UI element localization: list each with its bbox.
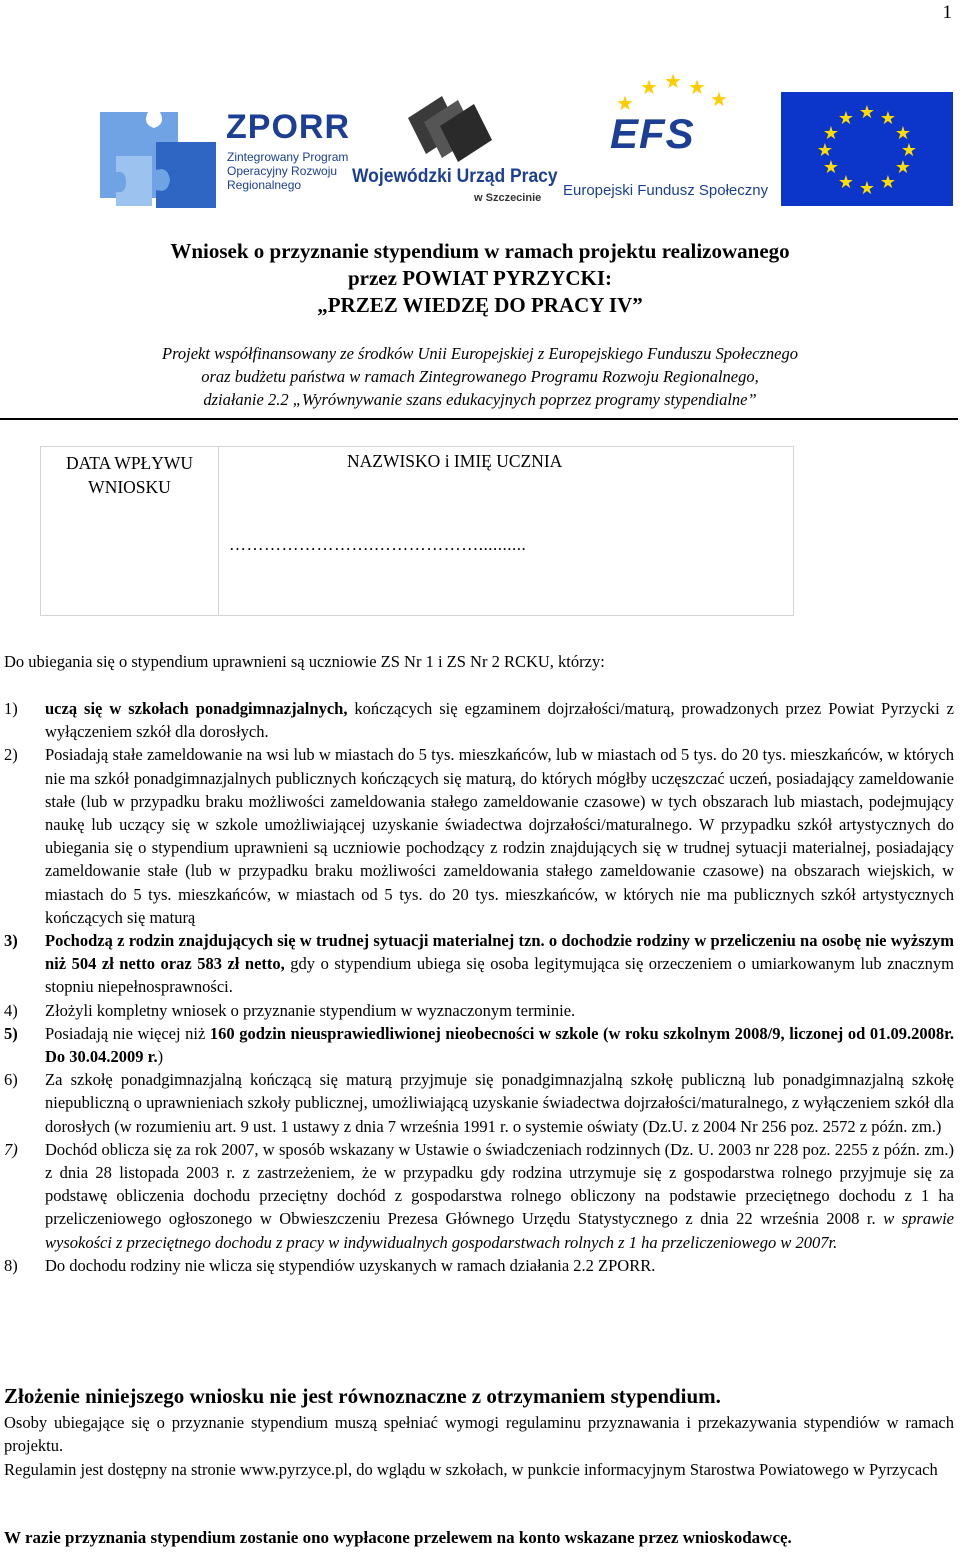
svg-text:★: ★: [664, 71, 682, 93]
svg-text:★: ★: [894, 123, 912, 143]
subtitle-line: oraz budżetu państwa w ramach Zintegrowanego Programu Rozwoju Regionalnego,: [201, 367, 759, 386]
form-divider: [218, 447, 219, 615]
regulations-paragraph: Regulamin jest dostępny na stronie www.pyrzyce.pl, do wglądu w szkołach, w punkcie informacyjnym Starostwa Powiatowego w Pyrzycach: [4, 1460, 938, 1479]
list-item: [4, 743, 954, 929]
list-item: [4, 1068, 954, 1138]
svg-text:★: ★: [640, 77, 658, 99]
notice-heading: Złożenie niniejszego wniosku nie jest równoznaczne z otrzymaniem stypendium.: [4, 1384, 721, 1408]
list-item: [4, 929, 954, 999]
item-number: 5): [4, 1023, 18, 1043]
subtitle-line: działanie 2.2 „Wyrównywanie szans edukacyjnych poprzez programy stypendialne”: [203, 390, 757, 409]
zporr-title: ZPORR: [226, 108, 350, 146]
svg-text:★: ★: [822, 123, 840, 143]
efs-subtitle: Europejski Fundusz Społeczny: [563, 182, 769, 199]
item-text-tail: ): [157, 1047, 164, 1067]
item-text: Złożyli kompletny wniosek o przyznanie stypendium w wyznaczonym terminie.: [45, 1000, 576, 1020]
criteria-list: [4, 697, 954, 1277]
item-number: 3): [4, 931, 18, 951]
student-name-field[interactable]: …………………….………………..........: [229, 535, 527, 554]
logo-header: [0, 52, 960, 212]
item-number: 8): [4, 1255, 18, 1275]
document-subtitle: [0, 342, 960, 411]
zporr-logo: [96, 102, 351, 212]
eu-flag-icon: [781, 92, 953, 206]
puzzle-icon: [96, 102, 221, 212]
item-number: 4): [4, 1000, 18, 1020]
header-divider: [0, 418, 958, 420]
item-number: 2): [4, 745, 18, 765]
subtitle-line: Projekt współfinansowany ze środków Unii Europejskiej z Europejskiego Funduszu Społecznego: [162, 344, 798, 363]
efs-logo: [560, 70, 775, 210]
wup-title: Wojewódzki Urząd Pracy: [352, 166, 558, 187]
payment-note: W razie przyznania stypendium zostanie ono wypłacone przelewem na konto wskazane przez wnioskodawcę.: [4, 1528, 792, 1547]
item-bold-text: 160 godzin nieusprawiedliwionej nieobecności w szkole (w roku szkolnym 2008/9, liczonej od 01.09.2008r. Do 30.04.2009 r.: [45, 1023, 955, 1067]
svg-text:★: ★: [710, 89, 728, 111]
item-text: Dochód oblicza się za rok 2007, w sposób wskazany w Ustawie o świadczeniach rodzinnych (Dz. U. 2003 nr 228 poz. 2255 z późn. zm.) z dnia 28 listopada 2003 r. z zastrzeżeniem, że w przypadku gdy rodzina utrzymuje się z gospodarstwa rolnego przyjmuje się za podstawę obliczenia dochodu przeciętny dochód z gospodarstwa rolnego obliczony na podstawie przeciętnego dochodu z 1 ha przeliczeniowego ogłoszonego w Obwieszczeniu Prezesa Głównego Urzędu Statystycznego z dnia 22 września 2008 r.: [45, 1139, 954, 1229]
svg-text:★: ★: [616, 93, 634, 115]
date-received-label: DATA WPŁYWU WNIOSKU: [65, 453, 194, 497]
eligibility-intro: Do ubiegania się o stypendium uprawnieni są uczniowie ZS Nr 1 i ZS Nr 2 RCKU, którzy:: [4, 652, 605, 671]
title-line: Wniosek o przyznanie stypendium w ramach projektu realizowanego: [170, 239, 790, 263]
svg-text:★: ★: [879, 172, 897, 192]
svg-text:★: ★: [879, 108, 897, 128]
item-bold-text: Pochodzą z rodzin znajdujących się w trudnej sytuacji materialnej tzn. o dochodzie rodziny w przeliczeniu na osobę nie wyższym niż 504 zł netto oraz 583 zł netto,: [45, 931, 954, 974]
svg-text:★: ★: [816, 140, 834, 160]
svg-text:★: ★: [837, 108, 855, 128]
item-text: Posiadają stałe zameldowanie na wsi lub w miastach do 5 tys. mieszkańców, lub w miastach od 5 tys. do 20 tys. mieszkańców, w których nie ma szkół ponadgimnazjalnych publicznych kończących się maturą, do których mógłby uczęszczać uczeń, posiadający zameldowanie stałe (lub w przypadku braku możliwości zameldowania stałego zameldowanie czasowe) w tych obszarach lub miastach, podejmujący naukę lub uczący się w szkole umożliwiającej uzyskanie świadectwa dojrzałości/maturalnego. W przypadku szkół artystycznych do ubiegania się o stypendium uprawnieni są uczniowie pochodzący z rodzin znajdujących się w trudnej sytuacji materialnej, posiadający zameldowanie stałe (lub w przypadku braku możliwości zameldowania stałego zameldowanie czasowe) na obszarach wiejskich, w miastach do 5 tys. mieszkańców, w miastach od 5 tys. do 20 tys. mieszkańców, w których nie ma publicznych szkół artystycznych kończących się maturą: [45, 745, 954, 927]
list-item: [4, 1138, 954, 1254]
item-number: 1): [4, 699, 18, 718]
item-bold-text: uczą się w szkołach ponadgimnazjalnych,: [45, 699, 348, 718]
title-line: „PRZEZ WIEDZĘ DO PRACY IV”: [317, 293, 643, 317]
svg-text:★: ★: [858, 102, 876, 122]
wup-logo: [352, 92, 558, 212]
svg-text:★: ★: [837, 172, 855, 192]
item-number: 6): [4, 1070, 18, 1090]
title-line: przez POWIAT PYRZYCKI:: [347, 266, 613, 290]
zporr-subtitle: Zintegrowany Program Operacyjny Rozwoju Regionalnego: [227, 150, 349, 192]
student-name-label: NAZWISKO i IMIĘ UCZNIA: [347, 451, 563, 471]
item-text: Posiadają nie więcej niż: [45, 1023, 210, 1043]
item-italic-text: w sprawie wysokości z przeciętnego dochodu z pracy w indywidualnych gospodarstwach rolnych z 1 ha przeliczeniowego w 2007r.: [45, 1209, 954, 1252]
item-text: kończących się egzaminem dojrzałości/maturą, prowadzonych przez Powiat Pyrzycki z wyłączeniem szkół dla dorosłych.: [45, 699, 955, 742]
item-text: gdy o stypendium ubiega się osoba legitymująca się orzeczeniem o umiarkowanym lub znacznym stopniu niepełnosprawności.: [45, 954, 954, 997]
form-box: [40, 446, 794, 616]
item-text: Za szkołę ponadgimnazjalną kończącą się maturą przyjmuje się ponadgimnazjalną szkołę publiczną lub ponadgimnazjalną szkołę niepubliczną o uprawnieniach szkoły publicznej, umożliwiającą uzyskanie świadectwa dojrzałości/maturalnego, z wyłączeniem szkół dla dorosłych (w rozumieniu art. 9 ust. 1 ustawy z dnia 7 września 1991 r. o systemie oświaty (Dz.U. z 2004 Nr 256 poz. 2572 z późn. zm.): [45, 1070, 954, 1136]
document-title: [0, 238, 960, 319]
page-number: 1: [942, 2, 952, 23]
item-text: Do dochodu rodziny nie wlicza się stypendiów uzyskanych w ramach działania 2.2 ZPORR.: [45, 1255, 656, 1275]
requirements-paragraph: Osoby ubiegające się o przyznanie stypendium muszą spełniać wymogi regulaminu przyznawania i przekazywania stypendiów w ramach projektu.: [4, 1413, 954, 1456]
list-item: [4, 697, 954, 743]
svg-text:★: ★: [858, 178, 876, 198]
svg-text:★: ★: [900, 140, 918, 160]
svg-text:★: ★: [822, 157, 840, 177]
list-item: [4, 1254, 954, 1277]
list-item: [4, 1022, 954, 1068]
svg-text:★: ★: [894, 157, 912, 177]
efs-title: EFS: [610, 110, 695, 157]
stacked-cards-icon: [402, 92, 502, 162]
svg-text:★: ★: [688, 77, 706, 99]
item-number: 7): [4, 1139, 18, 1159]
wup-subtitle: w Szczecinie: [474, 192, 542, 204]
list-item: [4, 999, 954, 1022]
